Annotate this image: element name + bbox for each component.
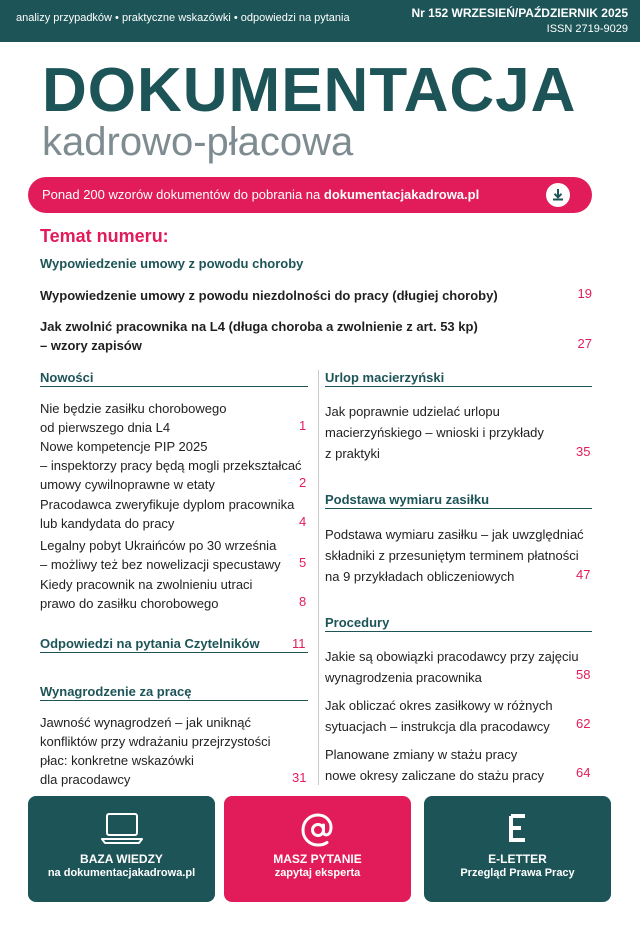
- page-number: 2: [299, 475, 307, 490]
- tile-title: E-LETTER: [488, 852, 547, 866]
- section-rule: [40, 700, 308, 701]
- magazine-title: DOKUMENTACJA: [42, 56, 577, 125]
- download-icon[interactable]: [546, 183, 570, 207]
- page-number: 31: [292, 770, 307, 785]
- section-heading-urlop: Urlop macierzyński: [325, 370, 445, 385]
- page-number: 35: [576, 444, 591, 459]
- tile-title: BAZA WIEDZY: [80, 852, 163, 866]
- at-sign-icon: [224, 810, 411, 848]
- theme-article-title[interactable]: Wypowiedzenie umowy z powodu niezdolności do pracy (długiej choroby): [40, 288, 498, 303]
- page-number: 4: [299, 514, 307, 529]
- e-letter-logo-icon: [424, 810, 611, 848]
- page-number: 8: [299, 594, 307, 609]
- promo-link[interactable]: dokumentacjakadrowa.pl: [323, 187, 480, 202]
- section-rule: [325, 631, 592, 632]
- page-number: 58: [576, 667, 591, 682]
- page-number: 27: [577, 336, 592, 351]
- article-item[interactable]: Jakie są obowiązki pracodawcy przy zajęciu wynagrodzenia pracownika: [325, 649, 579, 685]
- promo-text: Ponad 200 wzorów dokumentów do pobrania na dokumentacjakadrowa.pl: [42, 187, 480, 202]
- article-item[interactable]: Nie będzie zasiłku chorobowego od pierwszego dnia L4: [40, 401, 227, 435]
- theme-article-title[interactable]: Jak zwolnić pracownika na L4 (długa choroba a zwolnienie z art. 53 kp) – wzory zapisów: [40, 319, 478, 353]
- section-heading-odpowiedzi[interactable]: Odpowiedzi na pytania Czytelników: [40, 636, 260, 651]
- article-item[interactable]: Kiedy pracownik na zwolnieniu utraci prawo do zasiłku chorobowego: [40, 577, 253, 611]
- page-number: 1: [299, 418, 307, 433]
- article-item[interactable]: Nowe kompetencje PIP 2025 – inspektorzy pracy będą mogli przekształcać umowy cywilnoprawne w etaty: [40, 439, 302, 492]
- issue-number: Nr 152 WRZESIEŃ/PAŹDZIERNIK 2025: [411, 6, 628, 20]
- theme-subheading: Wypowiedzenie umowy z powodu choroby: [40, 256, 304, 271]
- article-item[interactable]: Podstawa wymiaru zasiłku – jak uwzględniać składniki z przesuniętym terminem płatności na 9 przykładach obliczeniowych: [325, 527, 584, 584]
- article-item[interactable]: Jak obliczać okres zasiłkowy w różnych sytuacjach – instrukcja dla pracodawcy: [325, 698, 553, 734]
- section-heading-wynagrodzenie: Wynagrodzenie za pracę: [40, 684, 192, 699]
- magazine-subtitle: kadrowo-płacowa: [42, 120, 354, 164]
- page-number: 62: [576, 716, 591, 731]
- article-item[interactable]: Jak poprawnie udzielać urlopu macierzyńskiego – wnioski i przykłady z praktyki: [325, 404, 544, 461]
- tile-subtitle: zapytaj eksperta: [274, 867, 361, 879]
- section-rule: [325, 508, 592, 509]
- tile-title: MASZ PYTANIE: [273, 852, 362, 866]
- section-heading-nowosci: Nowości: [40, 370, 94, 385]
- page-number: 19: [577, 286, 592, 301]
- article-item[interactable]: Planowane zmiany w stażu pracy nowe okresy zaliczane do stażu pracy: [325, 747, 544, 783]
- column-divider: [318, 370, 319, 785]
- tile-subtitle: na dokumentacjakadrowa.pl: [47, 867, 196, 879]
- section-rule: [40, 386, 308, 387]
- page-number: 64: [576, 765, 591, 780]
- promo-banner[interactable]: [28, 177, 592, 213]
- section-rule: [40, 652, 308, 653]
- page-number: 5: [299, 555, 307, 570]
- tagline: analizy przypadków • praktyczne wskazówki • odpowiedzi na pytania: [16, 12, 350, 24]
- section-heading-podstawa: Podstawa wymiaru zasiłku: [325, 492, 490, 507]
- article-item[interactable]: Jawność wynagrodzeń – jak uniknąć konfliktów przy wdrażaniu przejrzystości płac: konkretne wskazówki dla pracodawcy: [40, 715, 271, 787]
- tile-subtitle: Przegląd Prawa Pracy: [460, 867, 575, 879]
- laptop-icon: [28, 810, 215, 848]
- tile-baza-wiedzy[interactable]: [28, 796, 215, 902]
- page-number: 47: [576, 567, 591, 582]
- theme-heading: Temat numeru:: [40, 226, 169, 246]
- tile-e-letter[interactable]: [424, 796, 611, 902]
- section-rule: [325, 386, 592, 387]
- article-item[interactable]: Legalny pobyt Ukraińców po 30 września – możliwy też bez nowelizacji specustawy: [40, 538, 281, 572]
- issn: ISSN 2719-9029: [546, 23, 628, 35]
- page-number: 11: [292, 636, 306, 651]
- top-bar: [0, 0, 640, 42]
- section-heading-procedury: Procedury: [325, 615, 390, 630]
- tile-masz-pytanie[interactable]: [224, 796, 411, 902]
- article-item[interactable]: Pracodawca zweryfikuje dyplom pracownika lub kandydata do pracy: [40, 497, 295, 531]
